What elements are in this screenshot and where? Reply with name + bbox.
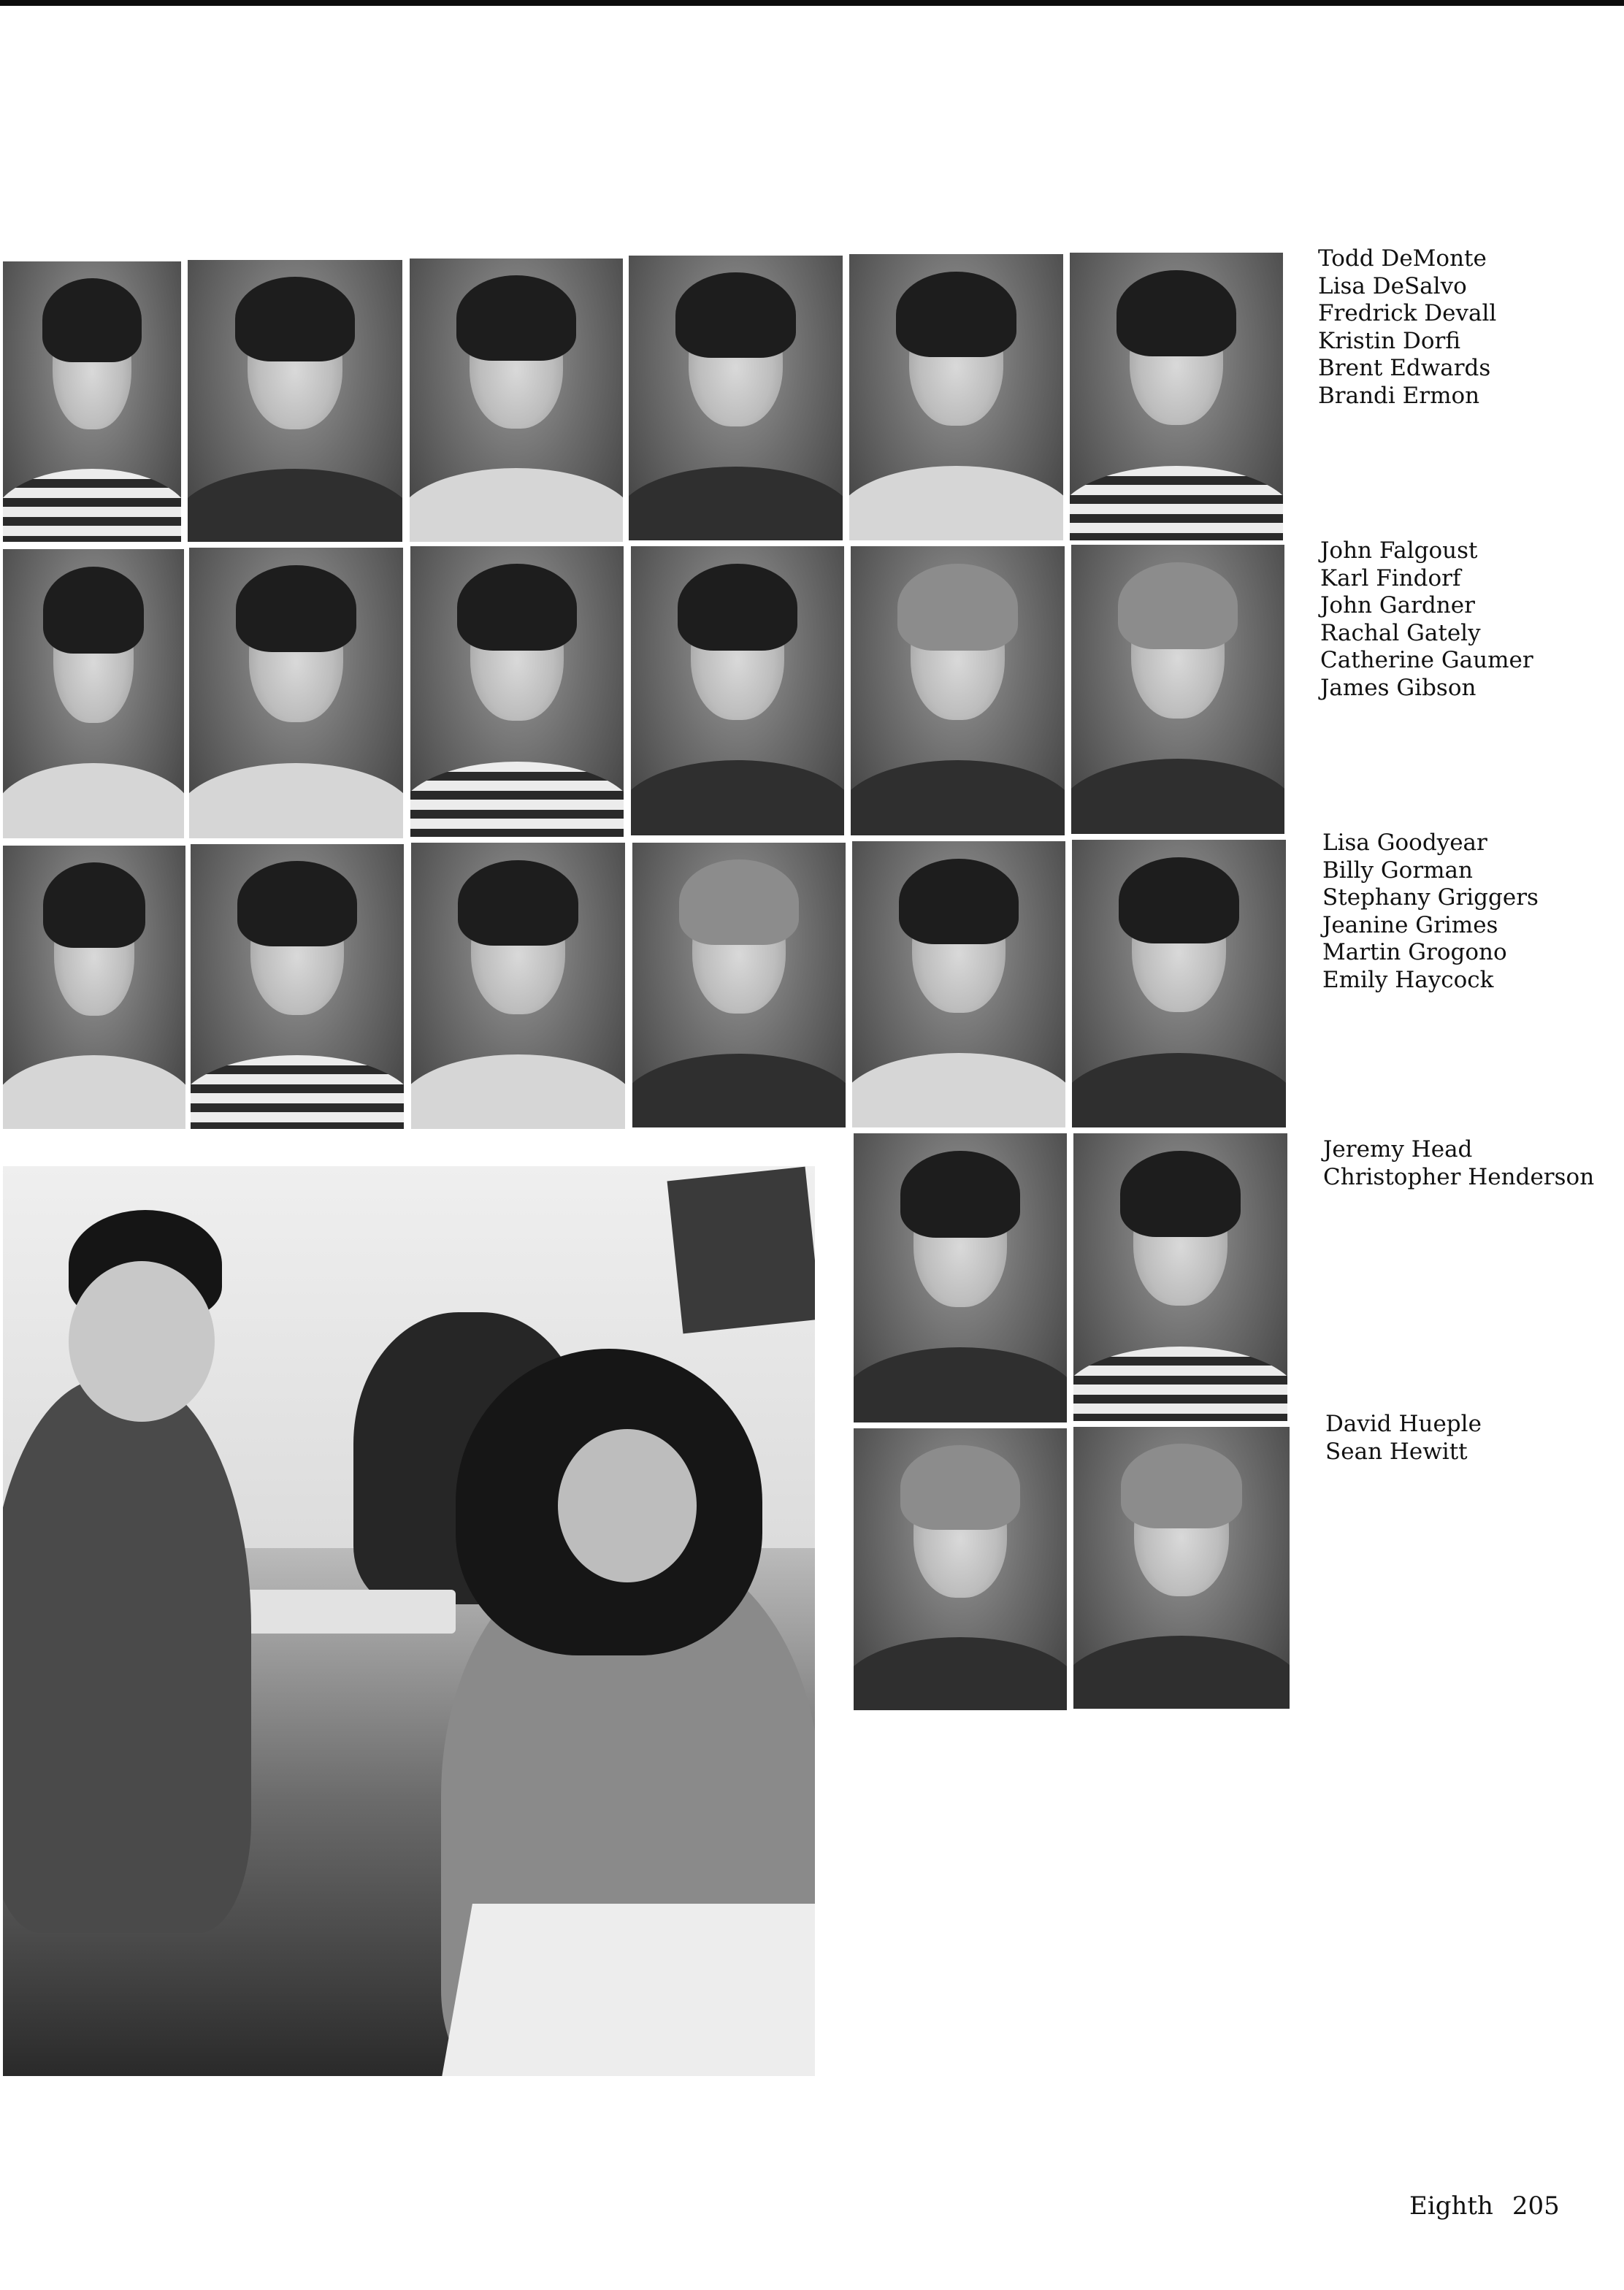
student-portrait bbox=[1073, 1427, 1290, 1709]
student-portrait bbox=[189, 548, 403, 838]
student-portrait bbox=[849, 254, 1063, 540]
student-portrait bbox=[854, 1133, 1067, 1422]
student-name: Martin Grogono bbox=[1322, 939, 1507, 965]
name-list-row-2 bbox=[1320, 537, 1612, 702]
student-portrait bbox=[3, 549, 184, 838]
student-portrait bbox=[1070, 253, 1283, 540]
student-name: Todd DeMonte bbox=[1318, 245, 1487, 272]
name-list-row-3 bbox=[1322, 830, 1615, 994]
student-name: Rachal Gately bbox=[1320, 619, 1481, 646]
name-list-row-1 bbox=[1318, 245, 1610, 410]
page-top-edge bbox=[0, 0, 1624, 6]
student-name: Jeanine Grimes bbox=[1322, 911, 1498, 938]
student-name: Lisa Goodyear bbox=[1322, 830, 1487, 856]
student-name: John Gardner bbox=[1320, 592, 1475, 619]
student-portrait bbox=[632, 843, 846, 1127]
student-name: Sean Hewitt bbox=[1325, 1438, 1468, 1465]
name-list-row-5 bbox=[1325, 1411, 1617, 1466]
student-name: Kristin Dorfi bbox=[1318, 327, 1461, 354]
student-name: John Falgoust bbox=[1320, 537, 1478, 564]
student-name: Catherine Gaumer bbox=[1320, 647, 1533, 673]
candid-classroom-photo bbox=[3, 1166, 815, 2076]
student-name: Billy Gorman bbox=[1322, 857, 1473, 884]
student-name: David Hueple bbox=[1325, 1411, 1482, 1437]
student-portrait bbox=[3, 261, 181, 542]
student-name: Lisa DeSalvo bbox=[1318, 272, 1467, 299]
student-portrait bbox=[631, 546, 844, 835]
page-number: 205 bbox=[1512, 2191, 1560, 2221]
student-name: Fredrick Devall bbox=[1318, 300, 1497, 326]
student-portrait bbox=[410, 259, 623, 542]
student-portrait bbox=[410, 546, 624, 837]
student-portrait bbox=[1071, 545, 1284, 834]
student-portrait bbox=[629, 256, 843, 540]
student-name: James Gibson bbox=[1320, 674, 1476, 701]
student-portrait bbox=[3, 846, 185, 1129]
page-footer bbox=[1409, 2191, 1560, 2221]
student-name: Jeremy Head bbox=[1323, 1136, 1473, 1163]
wall-poster bbox=[667, 1167, 815, 1334]
student-name: Brandi Ermon bbox=[1318, 382, 1480, 409]
student-portrait bbox=[188, 260, 402, 542]
student-portrait bbox=[854, 1428, 1067, 1710]
section-label: Eighth bbox=[1409, 2191, 1493, 2221]
student-portrait bbox=[411, 843, 625, 1129]
name-list-row-4 bbox=[1323, 1136, 1615, 1191]
student-portrait bbox=[851, 546, 1065, 835]
student-portrait bbox=[852, 841, 1065, 1127]
student-name: Stephany Griggers bbox=[1322, 884, 1539, 911]
student-name: Karl Findorf bbox=[1320, 564, 1461, 591]
student-portrait bbox=[1072, 840, 1286, 1127]
student-portrait bbox=[191, 844, 404, 1129]
student-name: Brent Edwards bbox=[1318, 355, 1491, 381]
student-portrait bbox=[1073, 1133, 1287, 1421]
student-name: Emily Haycock bbox=[1322, 966, 1494, 993]
student-name: Christopher Henderson bbox=[1323, 1163, 1595, 1190]
